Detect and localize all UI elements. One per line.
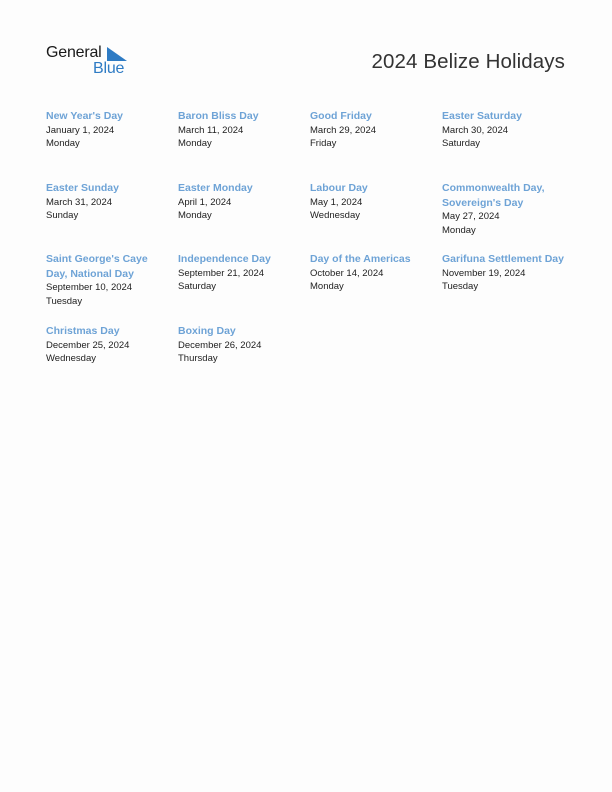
holiday-name: Easter Saturday — [442, 110, 522, 122]
holiday-entry — [46, 181, 178, 252]
logo — [46, 44, 136, 80]
holiday-weekday: Monday — [178, 138, 212, 149]
holiday-weekday: Monday — [46, 138, 80, 149]
holiday-name: Good Friday — [310, 110, 372, 122]
holiday-date: September 21, 2024 — [178, 267, 265, 279]
holiday-entry — [442, 252, 576, 324]
holiday-entry — [442, 109, 576, 181]
holiday-entry — [310, 252, 442, 324]
holiday-weekday: Monday — [442, 224, 476, 236]
holiday-entry — [178, 324, 310, 384]
holiday-date: December 26, 2024 — [178, 339, 262, 351]
holiday-weekday: Wednesday — [310, 210, 360, 221]
holiday-entry — [178, 252, 310, 324]
holiday-name: New Year's Day — [46, 110, 124, 122]
holiday-weekday: Thursday — [178, 353, 218, 364]
holiday-weekday: Saturday — [442, 138, 481, 149]
holiday-entry — [178, 181, 310, 252]
holiday-date: March 30, 2024 — [442, 124, 509, 136]
holiday-weekday: Wednesday — [46, 353, 96, 364]
logo-text-general: General — [46, 44, 102, 61]
holiday-weekday: Monday — [178, 210, 212, 221]
holiday-entry — [46, 324, 178, 384]
holiday-name: Day of the Americas — [310, 253, 411, 265]
holiday-name: Saint George's Caye Day, National Day — [46, 253, 148, 280]
logo-text-blue: Blue — [93, 60, 125, 77]
holiday-name: Baron Bliss Day — [178, 110, 259, 122]
holiday-name: Easter Monday — [178, 182, 253, 194]
holiday-date: March 11, 2024 — [178, 124, 244, 136]
holiday-name: Commonwealth Day, Sovereign's Day — [442, 182, 545, 209]
holiday-name: Boxing Day — [178, 325, 236, 337]
holiday-weekday: Tuesday — [442, 281, 479, 292]
holiday-date: May 27, 2024 — [442, 211, 500, 222]
holiday-name: Independence Day — [178, 253, 271, 265]
holiday-entry — [442, 181, 576, 252]
holiday-weekday: Tuesday — [46, 295, 83, 307]
holiday-date: March 29, 2024 — [310, 124, 377, 136]
holiday-weekday: Monday — [310, 281, 344, 292]
holiday-weekday: Saturday — [178, 281, 217, 292]
holiday-date: October 14, 2024 — [310, 267, 384, 279]
holiday-name: Labour Day — [310, 182, 368, 194]
holiday-date: May 1, 2024 — [310, 196, 363, 208]
holiday-list — [46, 109, 576, 384]
holiday-entry — [310, 109, 442, 181]
holiday-date: November 19, 2024 — [442, 267, 526, 279]
page-title: 2024 Belize Holidays — [371, 50, 565, 73]
holiday-weekday: Sunday — [46, 210, 79, 221]
holiday-name: Garifuna Settlement Day — [442, 253, 564, 265]
holiday-date: December 25, 2024 — [46, 339, 130, 351]
holiday-entry — [46, 252, 178, 324]
holiday-weekday: Friday — [310, 138, 337, 149]
holiday-date: March 31, 2024 — [46, 196, 113, 208]
holiday-name: Christmas Day — [46, 325, 120, 337]
holiday-date: September 10, 2024 — [46, 282, 133, 293]
holiday-entry — [310, 181, 442, 252]
holiday-name: Easter Sunday — [46, 182, 119, 194]
holiday-date: January 1, 2024 — [46, 124, 115, 136]
holiday-entry — [46, 109, 178, 181]
holiday-entry — [178, 109, 310, 181]
holiday-date: April 1, 2024 — [178, 196, 232, 208]
logo-triangle-icon — [107, 47, 127, 61]
